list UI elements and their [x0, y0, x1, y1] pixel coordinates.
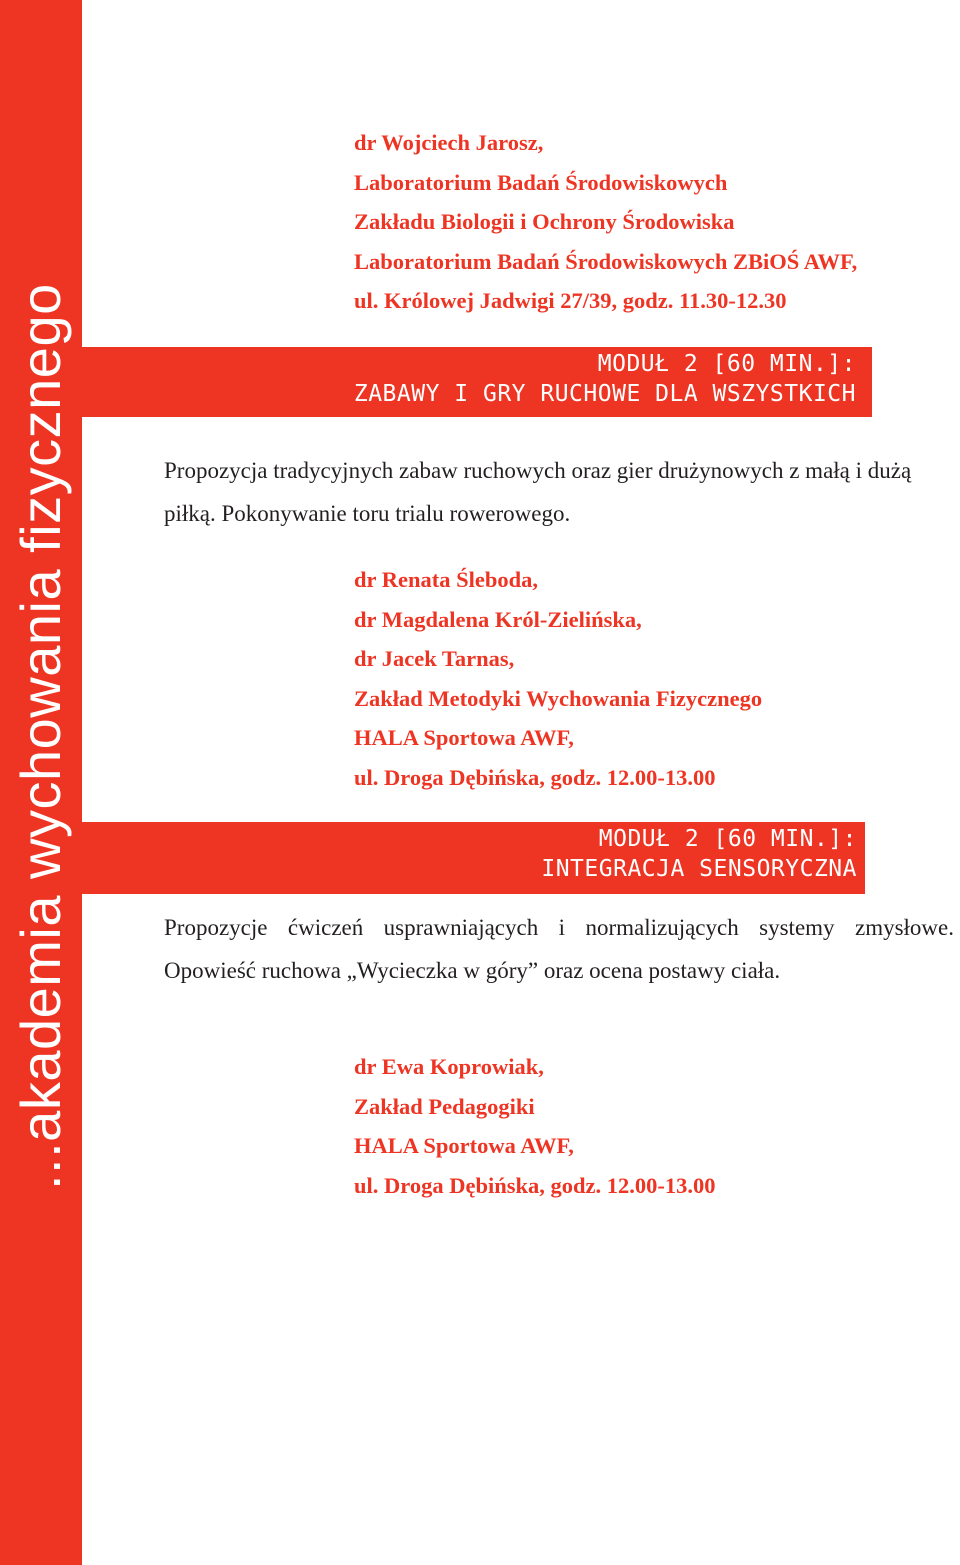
module-title: INTEGRACJA SENSORYCZNA	[541, 856, 857, 882]
contact-block-3	[354, 1047, 716, 1205]
contact-line: dr Magdalena Król-Zielińska,	[354, 606, 642, 632]
sidebar-band	[0, 0, 82, 1565]
contact-line: ul. Droga Dębińska, godz. 12.00-13.00	[354, 1172, 716, 1198]
contact-line: Zakład Metodyki Wychowania Fizycznego	[354, 685, 763, 711]
contact-line: HALA Sportowa AWF,	[354, 725, 574, 750]
contact-line: dr Jacek Tarnas,	[354, 646, 515, 671]
module-1-description: Propozycja tradycyjnych zabaw ruchowych oraz gier drużynowych z małą i dużą piłką. Pokonywanie toru trialu rowerowego.	[164, 458, 912, 526]
contact-line: HALA Sportowa AWF,	[354, 1133, 574, 1158]
module-heading: MODUŁ 2 [60 MIN.]:	[597, 351, 856, 377]
contact-block-2	[354, 560, 762, 797]
contact-line: Laboratorium Badań Środowiskowych ZBiOŚ AWF,	[354, 248, 858, 274]
sidebar-title: ...akademia wychowania fizycznego	[9, 283, 72, 1190]
contact-block-1	[354, 123, 857, 321]
contact-line: dr Renata Śleboda,	[354, 567, 538, 592]
module-title: ZABAWY I GRY RUCHOWE DLA WSZYSTKICH	[353, 381, 856, 407]
contact-line: ul. Droga Dębińska, godz. 12.00-13.00	[354, 764, 716, 790]
contact-line: Zakład Pedagogiki	[354, 1093, 535, 1119]
contact-line: Laboratorium Badań Środowiskowych	[354, 169, 728, 195]
module-2-description: Propozycje ćwiczeń usprawniających i normalizujących systemy zmysłowe. Opowieść ruchowa „Wycieczka w góry” oraz ocena postawy ciała.	[164, 915, 954, 983]
module-heading: MODUŁ 2 [60 MIN.]:	[598, 826, 857, 852]
contact-line: dr Wojciech Jarosz,	[354, 130, 544, 155]
contact-line: dr Ewa Koprowiak,	[354, 1054, 544, 1079]
contact-line: Zakładu Biologii i Ochrony Środowiska	[354, 209, 735, 234]
module-1-header	[82, 347, 872, 417]
contact-line: ul. Królowej Jadwigi 27/39, godz. 11.30-12.30	[354, 288, 787, 313]
module-2-header	[82, 822, 865, 894]
